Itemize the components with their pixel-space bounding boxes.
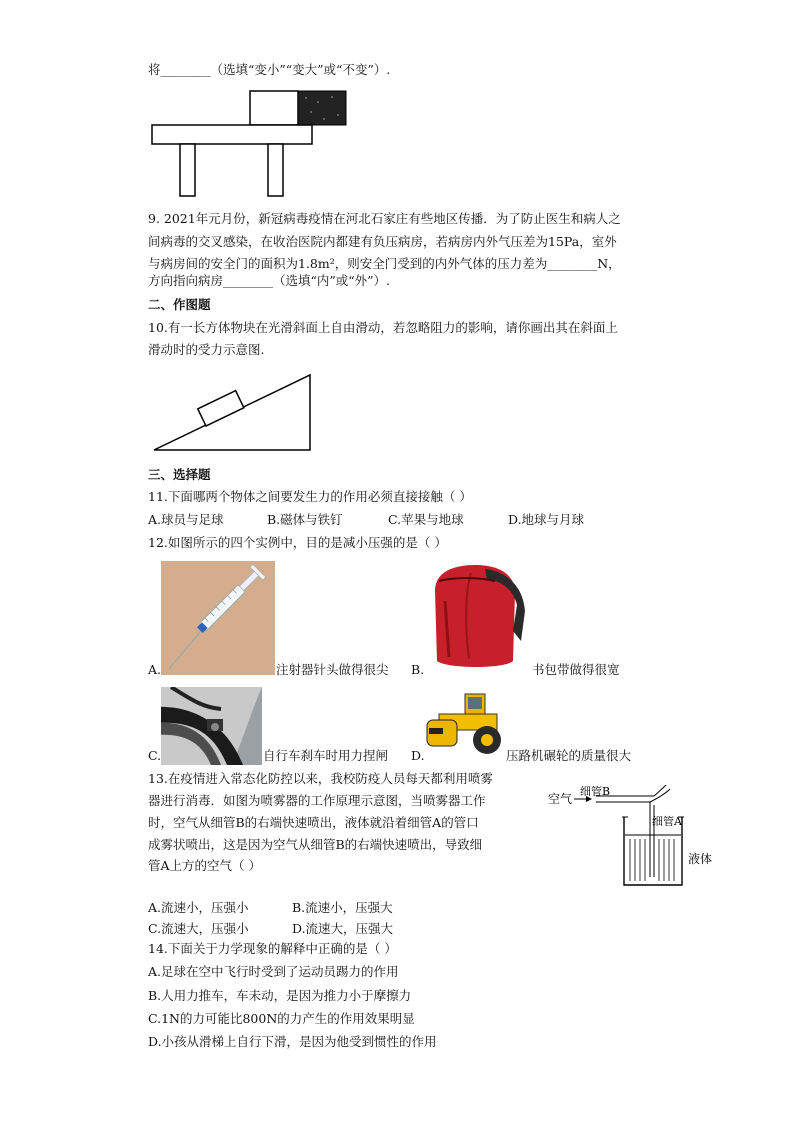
q9-line: 9. 2021年元月份，新冠病毒疫情在河北石家庄有些地区传播．为了防止医生和病人之 [148,211,621,226]
q12-option-b-caption[interactable]: 书包带做得很宽 [532,662,620,677]
section-heading: 二、作图题 [148,297,211,312]
road-roller-photo [425,688,505,758]
q10-line: 10.有一长方体物块在光滑斜面上自由滑动，若忽略阻力的影响，请你画出其在斜面上 [148,320,618,335]
q12-option-a-caption[interactable]: 注射器针头做得很尖 [276,662,389,677]
q11-option-b[interactable]: B.磁体与铁钉 [267,512,343,527]
sprayer-diagram [546,785,716,889]
q9-line: 方向指向病房________（选填“内”或“外”）. [148,273,391,288]
q12-option-a-letter[interactable]: A. [148,662,162,677]
q12-option-d-letter[interactable]: D. [411,748,425,763]
q8-blank-line: 将________（选填“变小”“变大”或“不变”）. [148,62,391,77]
q10-incline-figure [150,370,318,454]
q13-option-d[interactable]: D.流速大，压强大 [292,921,394,936]
q11-stem: 11.下面哪两个物体之间要发生力的作用必须直接接触（ ） [148,489,472,504]
syringe-photo [161,561,275,675]
q14-option-d[interactable]: D.小孩从滑梯上自行下滑，是因为他受到惯性的作用 [148,1034,437,1049]
bicycle-brake-photo [161,687,262,765]
q13-option-c[interactable]: C.流速大，压强小 [148,921,249,936]
q12-option-d-caption[interactable]: 压路机碾轮的质量很大 [506,748,632,763]
q14-option-c[interactable]: C.1N的力可能比800N的力产生的作用效果明显 [148,1011,415,1026]
tube-b-label: 细管B [580,785,611,798]
q9-line: 间病毒的交叉感染，在收治医院内都建有负压病房，若病房内外气压差为15Pa，室外 [148,234,617,249]
q11-option-c[interactable]: C.苹果与地球 [388,512,464,527]
q13-option-a[interactable]: A.流速小，压强小 [148,900,249,915]
q12-option-c-letter[interactable]: C. [148,748,162,763]
q13-option-b[interactable]: B.流速小，压强大 [292,900,393,915]
q9-line: 与病房间的安全门的面积为1.8m²，则安全门受到的内外气体的压力差为________N， [148,256,621,271]
q13-line: 管A上方的空气（ ） [148,858,262,873]
q8-table-figure [148,88,358,200]
q14-option-b[interactable]: B.人用力推车，车未动，是因为推力小于摩擦力 [148,988,412,1003]
q10-line: 滑动时的受力示意图. [148,342,265,357]
q11-option-d[interactable]: D.地球与月球 [508,512,585,527]
backpack-photo [425,561,531,675]
q12-option-b-letter[interactable]: B. [411,662,425,677]
tube-a-label: 细管A [652,815,682,828]
q11-option-a[interactable]: A.球员与足球 [148,512,224,527]
q13-line: 器进行消毒．如图为喷雾器的工作原理示意图，当喷雾器工作 [148,793,486,808]
q14-stem: 14.下面关于力学现象的解释中正确的是（ ） [148,941,397,956]
q13-line: 成雾状喷出，这是因为空气从细管B的右端快速喷出，导致细 [148,837,483,852]
liquid-label: 液体 [688,852,713,866]
q12-option-c-caption[interactable]: 自行车刹车时用力捏闸 [263,748,389,763]
air-label: 空气 [548,792,573,806]
q13-line: 13.在疫情进入常态化防控以来，我校防疫人员每天都利用喷雾 [148,771,493,786]
section-heading: 三、选择题 [148,467,211,482]
q12-stem: 12.如图所示的四个实例中，目的是减小压强的是（ ） [148,535,447,550]
q14-option-a[interactable]: A.足球在空中飞行时受到了运动员踢力的作用 [148,964,399,979]
q13-line: 时，空气从细管B的右端快速喷出，液体就沿着细管A的管口 [148,815,479,830]
